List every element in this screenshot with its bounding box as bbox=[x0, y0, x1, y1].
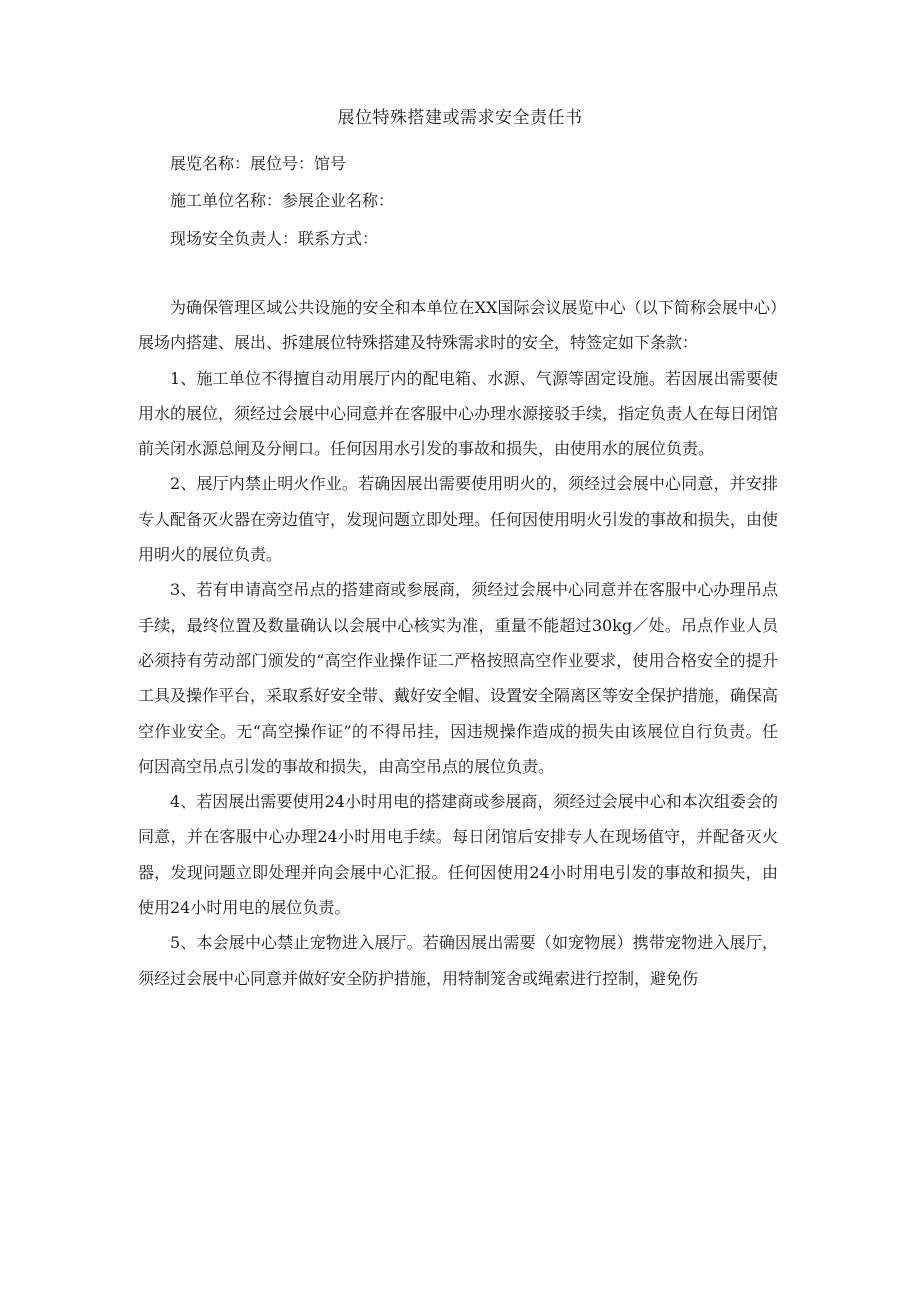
info-line-safety-contact: 现场安全负责人：联系方式： bbox=[170, 229, 379, 248]
paragraph-intro: 为确保管理区域公共设施的安全和本单位在XX国际会议展览中心（以下简称会展中心）展场内搭建、展出、拆建展位特殊搭建及特殊需求时的安全，特签定如下条款： bbox=[138, 298, 778, 353]
paragraph-clause-1: 1、施工单位不得擅自动用展厅内的配电箱、水源、气源等固定设施。若因展出需要使用水的展位，须经过会展中心同意并在客服中心办理水源接驳手续，指定负责人在每日闭馆前关闭水源总闸及分闸口。任何因用水引发的事故和损失，由使用水的展位负责。 bbox=[138, 368, 779, 459]
info-line-contractor: 施工单位名称：参展企业名称： bbox=[170, 191, 395, 210]
paragraph-clause-4: 4、若因展出需要使用24小时用电的搭建商或参展商，须经过会展中心和本次组委会的同意，并在客服中心办理24小时用电手续。每日闭馆后安排专人在现场值守，并配备灭火器，发现问题立即处理并向会展中心汇报。任何因使用24小时用电引发的事故和损失，由使用24小时用电的展位负责。 bbox=[138, 792, 778, 918]
info-line-exhibition: 展览名称：展位号：馆号 bbox=[170, 154, 347, 173]
paragraph-clause-5: 5、本会展中心禁止宠物进入展厅。若确因展出需要（如宠物展）携带宠物进入展厅，须经过会展中心同意并做好安全防护措施，用特制笼舍或绳索进行控制，避免伤 bbox=[138, 933, 778, 988]
document-body bbox=[138, 290, 778, 996]
document-title: 展位特殊搭建或需求安全责任书 bbox=[337, 108, 583, 128]
paragraph-clause-3: 3、若有申请高空吊点的搭建商或参展商，须经过会展中心同意并在客服中心办理吊点手续，最终位置及数量确认以会展中心核实为准，重量不能超过30kg／处。吊点作业人员必须持有劳动部门颁发的“高空作业操作证二严格按照高空作业要求，使用合格安全的提升工具及操作平台，采取系好安全带、戴好安全帽、设置安全隔离区等安全保护措施，确保高空作业安全。无“高空操作证”的不得吊挂，因违规操作造成的损失由该展位自行负责。任何因高空吊点引发的事故和损失，由高空吊点的展位负责。 bbox=[138, 580, 779, 776]
paragraph-clause-2: 2、展厅内禁止明火作业。若确因展出需要使用明火的，须经过会展中心同意，并安排专人配备灭火器在旁边值守，发现问题立即处理。任何因使用明火引发的事故和损失，由使用明火的展位负责。 bbox=[138, 474, 779, 565]
